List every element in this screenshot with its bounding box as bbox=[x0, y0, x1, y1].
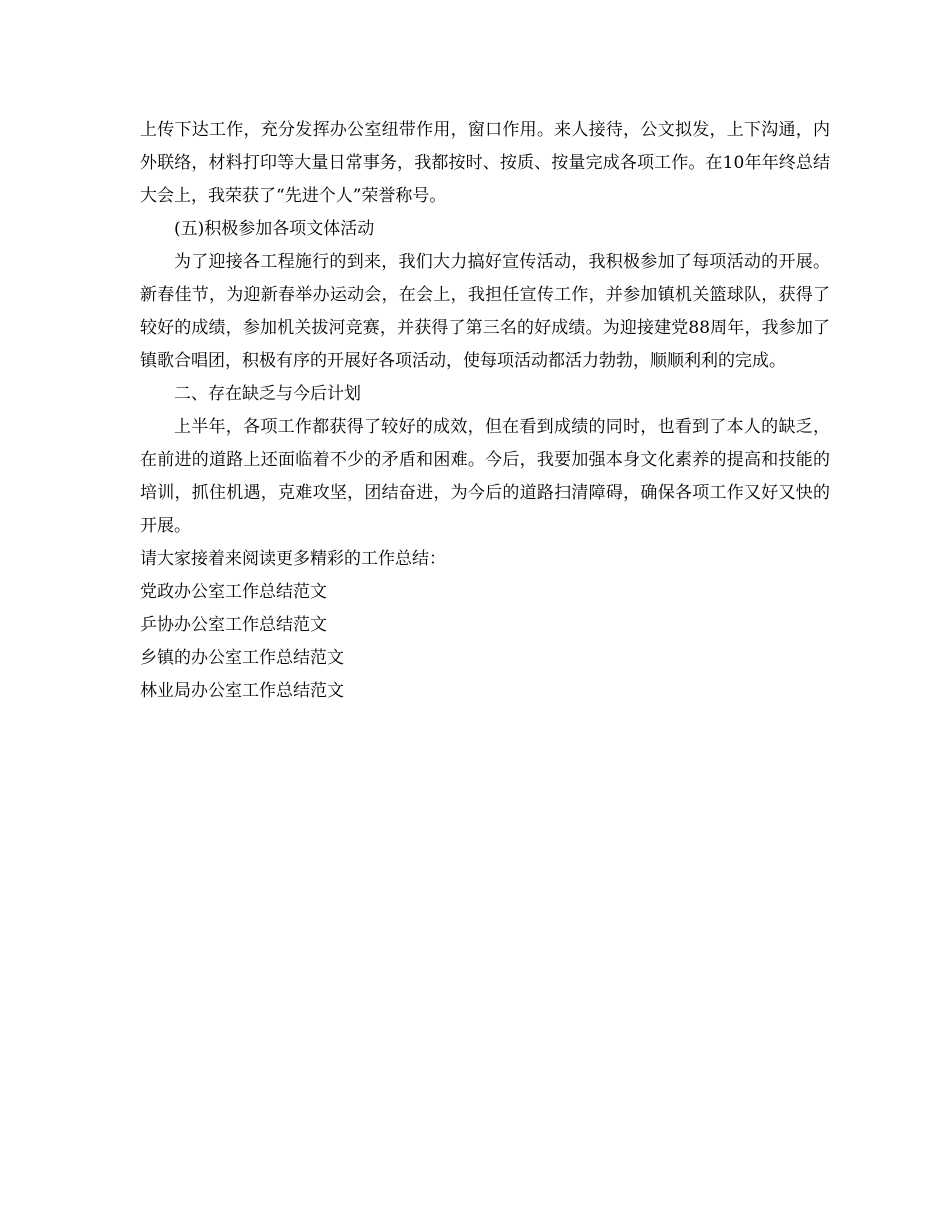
related-article-link[interactable]: 林业局办公室工作总结范文 bbox=[140, 681, 344, 701]
related-article-link[interactable]: 乒协办公室工作总结范文 bbox=[140, 615, 327, 635]
more-reading-intro: 请大家接着来阅读更多精彩的工作总结： bbox=[140, 549, 446, 569]
body-paragraph-3: 上半年，各项工作都获得了较好的成效，但在看到成绩的同时，也看到了本人的缺乏，在前进的道路上还面临着不少的矛盾和困难。今后，我要加强本身文化素养的提高和技能的培训，抓住机遇，克难攻坚，团结奋进，为今后的道路扫清障碍，确保各项工作又好又快的开展。 bbox=[140, 417, 830, 536]
related-article-link[interactable]: 党政办公室工作总结范文 bbox=[140, 582, 327, 602]
body-paragraph-2: 为了迎接各工程施行的到来，我们大力搞好宣传活动，我积极参加了每项活动的开展。新春佳节，为迎新春举办运动会，在会上，我担任宣传工作，并参加镇机关篮球队，获得了较好的成绩，参加机关拔河竞赛，并获得了第三名的好成绩。为迎接建党88周年，我参加了镇歌合唱团，积极有序的开展好各项活动，使每项活动都活力勃勃，顺顺利利的完成。 bbox=[140, 252, 830, 371]
document-page bbox=[140, 114, 830, 708]
body-paragraph-1: 上传下达工作，充分发挥办公室纽带作用，窗口作用。来人接待，公文拟发，上下沟通，内外联络，材料打印等大量日常事务，我都按时、按质、按量完成各项工作。在10年年终总结大会上，我荣获了“先进个人”荣誉称号。 bbox=[140, 120, 830, 206]
related-article-link[interactable]: 乡镇的办公室工作总结范文 bbox=[140, 648, 344, 668]
section-heading-wenti: (五)积极参加各项文体活动 bbox=[174, 219, 375, 239]
section-heading-plan: 二、存在缺乏与今后计划 bbox=[174, 384, 361, 404]
